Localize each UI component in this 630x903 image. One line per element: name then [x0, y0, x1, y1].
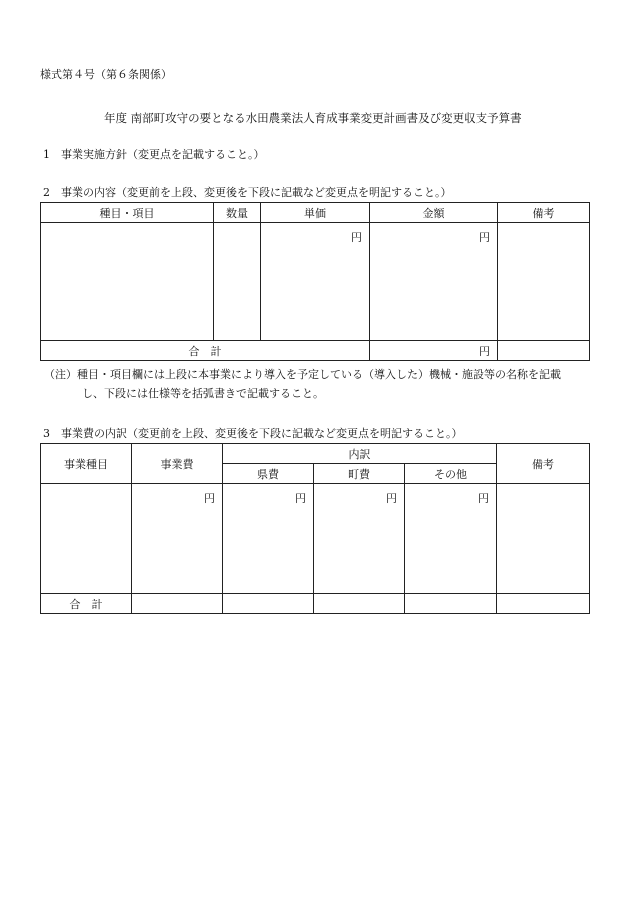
remarks-cell[interactable] — [498, 223, 590, 341]
total-yen: 円 — [479, 344, 490, 358]
note-line-1: （注）種目・項目欄には上段に本事業により導入を予定している（導入した）機械・施設等の名称を記載 — [44, 368, 561, 381]
header-quantity: 数量 — [214, 203, 261, 223]
project-type-cell[interactable] — [41, 484, 132, 594]
header-project-type: 事業種目 — [41, 444, 132, 484]
total-other-cost-cell[interactable] — [405, 594, 497, 614]
header-amount: 金額 — [370, 203, 498, 223]
section-1-number: 1 — [43, 148, 50, 161]
total-project-cost-cell[interactable] — [132, 594, 223, 614]
page-title: 年度 南部町攻守の要となる水田農業法人育成事業変更計画書及び変更収支予算書 — [104, 111, 522, 125]
other-cost-cell[interactable] — [405, 484, 497, 594]
total-remarks-cell[interactable] — [498, 341, 590, 361]
total-prefecture-cost-cell[interactable] — [223, 594, 314, 614]
amount-cell[interactable] — [370, 223, 498, 341]
other-cost-yen: 円 — [478, 492, 490, 505]
header-remarks: 備考 — [497, 444, 590, 484]
content-table — [40, 202, 590, 361]
form-number: 様式第４号（第６条関係） — [40, 68, 172, 81]
unit-price-cell[interactable] — [261, 223, 370, 341]
total-remarks-cell[interactable] — [497, 594, 590, 614]
cost-breakdown-table — [40, 443, 590, 614]
town-cost-yen: 円 — [386, 492, 397, 505]
prefecture-cost-cell[interactable] — [223, 484, 314, 594]
unit-price-yen: 円 — [351, 231, 362, 244]
note-line-2: し、下段には仕様等を括弧書きで記載すること。 — [82, 387, 324, 400]
section-2-heading — [43, 184, 452, 200]
town-cost-cell[interactable] — [314, 484, 405, 594]
section-1-text: 事業実施方針（変更点を記載すること。） — [61, 148, 265, 161]
header-remarks: 備考 — [498, 203, 590, 223]
total-label: 合 計 — [41, 341, 370, 361]
section-3-heading — [43, 425, 463, 441]
header-unit-price: 単価 — [261, 203, 370, 223]
section-2-number: 2 — [43, 186, 50, 199]
quantity-cell[interactable] — [214, 223, 261, 341]
header-town-cost: 町費 — [314, 464, 405, 484]
item-cell[interactable] — [41, 223, 214, 341]
section-2-text: 事業の内容（変更前を上段、変更後を下段に記載など変更点を明記すること。） — [61, 186, 452, 199]
header-other: その他 — [405, 464, 497, 484]
prefecture-cost-yen: 円 — [295, 492, 306, 505]
header-project-cost: 事業費 — [132, 444, 223, 484]
total-town-cost-cell[interactable] — [314, 594, 405, 614]
total-amount-cell[interactable] — [370, 341, 498, 361]
total-label: 合 計 — [41, 594, 132, 614]
project-cost-cell[interactable] — [132, 484, 223, 594]
amount-yen: 円 — [479, 231, 490, 244]
header-prefecture-cost: 県費 — [223, 464, 314, 484]
section-3-text: 事業費の内訳（変更前を上段、変更後を下段に記載など変更点を明記すること。） — [61, 427, 463, 440]
project-cost-yen: 円 — [204, 492, 215, 505]
section-3-number: 3 — [43, 427, 50, 440]
section-1-heading — [43, 146, 265, 162]
header-item: 種目・項目 — [41, 203, 214, 223]
header-breakdown: 内訳 — [223, 444, 497, 464]
remarks-cell[interactable] — [497, 484, 590, 594]
